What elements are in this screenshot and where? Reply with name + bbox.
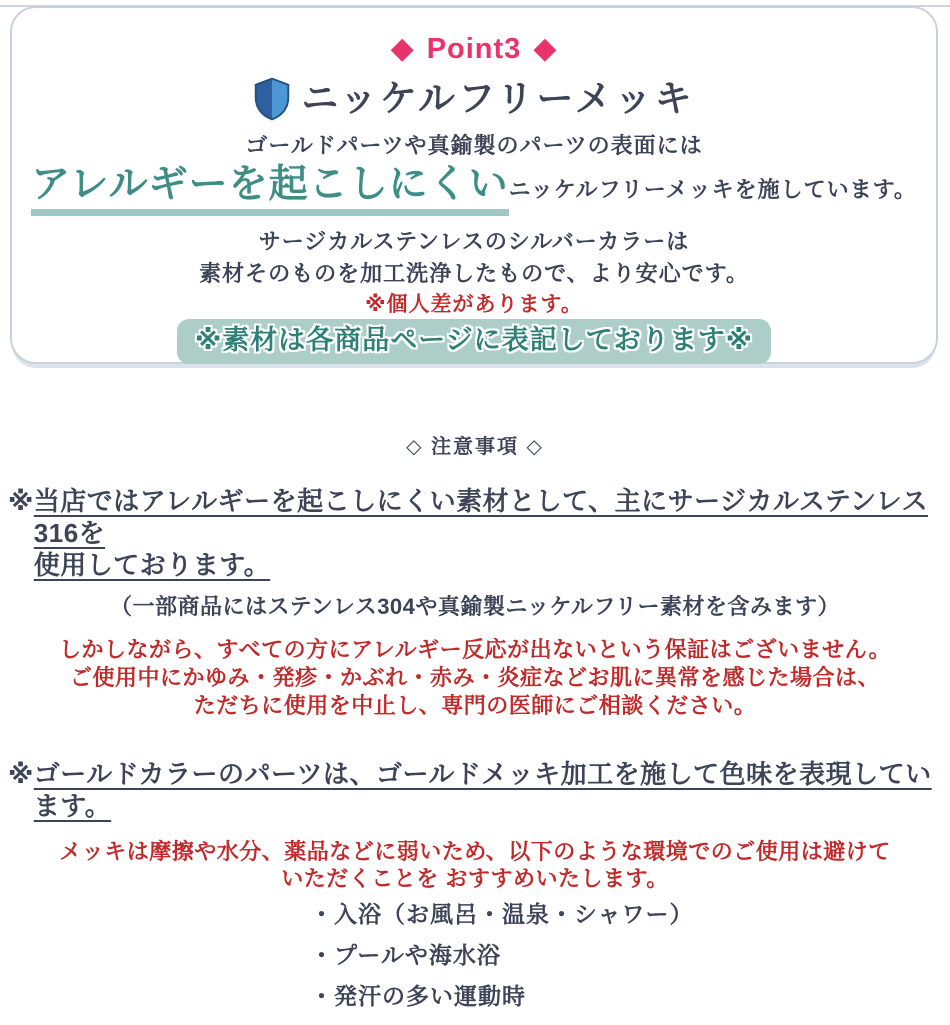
list-item: ・発汗の多い運動時	[310, 983, 526, 1009]
warning-line: ただちに使用を中止し、専門の医師にご相談ください。	[193, 693, 757, 718]
note-item-1	[0, 485, 950, 581]
highlight-text: アレルギーを起こしにくい	[31, 162, 508, 216]
warning-block-2	[0, 838, 950, 892]
sub-note: （一部商品にはステンレス304や真鍮製ニッケルフリー素材を含みます）	[109, 594, 841, 619]
note-item-2-text: ゴールドカラーのパーツは、ゴールドメッキ加工を施して色味を表現しています。	[33, 759, 932, 821]
list-item: ・入浴（お風呂・温泉・シャワー）	[310, 901, 694, 927]
notes-heading: ◇ 注意事項 ◇	[406, 436, 544, 458]
asterisk-mark: ※	[8, 486, 34, 516]
body-line: サージカルステンレスのシルバーカラーは	[258, 229, 690, 254]
note-item-1-line2: 使用しております。	[33, 550, 271, 580]
body-line: 素材そのものを加工洗浄したもので、より安心です。	[199, 261, 749, 286]
warning-block-1	[0, 636, 950, 720]
card-title-row	[12, 76, 936, 122]
warning-line: しかしながら、すべての方にアレルギー反応が出ないという保証はございません。	[59, 637, 891, 662]
list-item: ・プールや海水浴	[310, 942, 501, 968]
highlight-tail: ニッケルフリーメッキを施しています。	[508, 177, 917, 202]
avoid-environment-list	[0, 902, 950, 1008]
warning-line: メッキは摩擦や水分、薬品などに弱いため、以下のような環境でのご使用は避けて	[59, 839, 891, 864]
point3-label-row	[12, 34, 936, 64]
note-item-1-text	[34, 485, 946, 581]
note-item-2	[0, 758, 950, 822]
individual-difference-note: ※個人差があります。	[365, 293, 583, 316]
warning-line: ご使用中にかゆみ・発疹・かぶれ・赤み・炎症などお肌に異常を感じた場合は、	[69, 665, 880, 690]
notes-section	[0, 430, 950, 1025]
diamond-icon: ◆	[533, 32, 558, 65]
card-title: ニッケルフリーメッキ	[301, 78, 695, 119]
highlight-row	[12, 162, 936, 216]
point3-card	[10, 6, 938, 364]
shield-icon	[253, 76, 291, 122]
intro-line: ゴールドパーツや真鍮製のパーツの表面には	[245, 133, 703, 158]
point3-label: Point3	[426, 33, 522, 65]
asterisk-mark: ※	[8, 759, 34, 789]
warning-line: いただくことを おすすめいたします。	[281, 866, 669, 891]
diamond-icon: ◆	[390, 32, 415, 65]
pill-wrap	[12, 319, 936, 364]
material-page-pill: ※素材は各商品ページに表記しております※	[177, 319, 771, 364]
note-item-1-line1: 当店ではアレルギーを起こしにくい素材として、主にサージカルステンレス316を	[33, 486, 929, 548]
